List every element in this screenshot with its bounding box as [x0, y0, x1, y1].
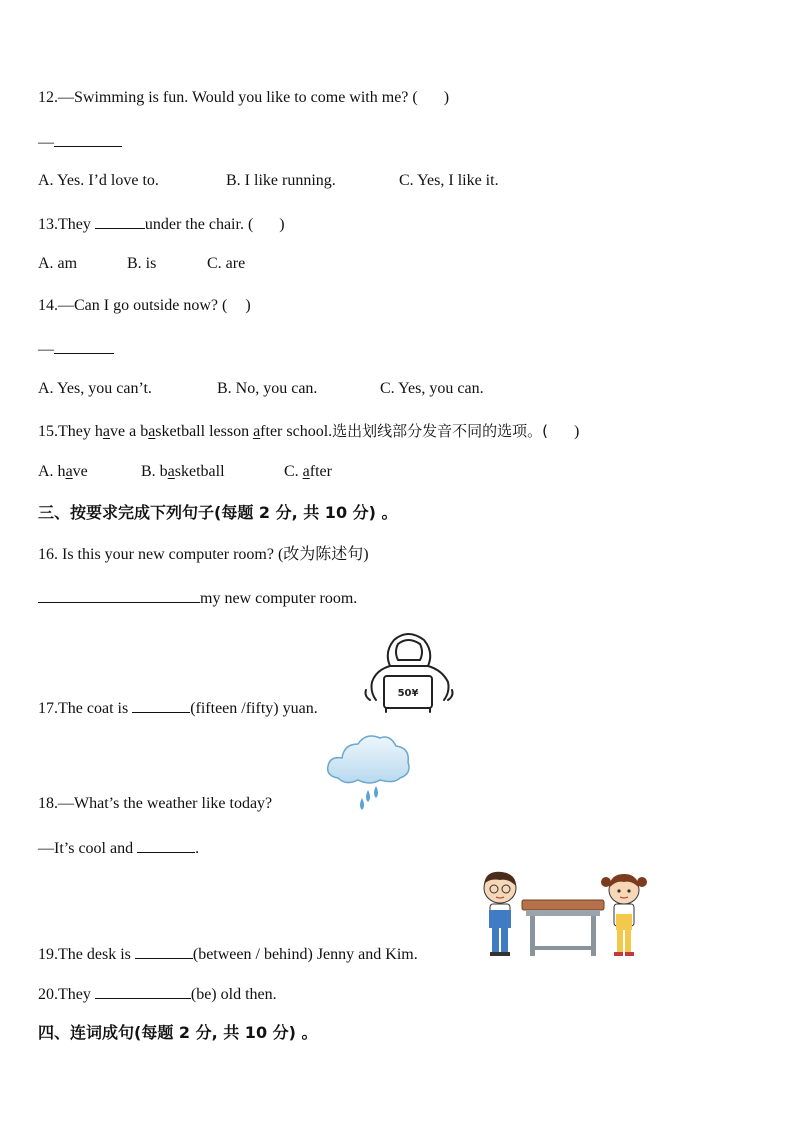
- answer-paren[interactable]: [548, 422, 574, 442]
- answer-paren[interactable]: [253, 215, 279, 235]
- answer-blank[interactable]: [54, 131, 122, 147]
- price-tag-label: 50¥: [397, 688, 419, 699]
- options-13: [38, 254, 245, 274]
- option-c[interactable]: C. after: [284, 463, 332, 480]
- options-14: [38, 379, 484, 399]
- girl-figure: [601, 874, 647, 956]
- question-20: 20.They (be) old then.: [38, 983, 277, 1005]
- boy-figure: [484, 872, 516, 956]
- answer-line-14: —: [38, 338, 114, 360]
- option-a[interactable]: A. Yes. I’d love to.: [38, 172, 159, 189]
- coat-picture: [362, 630, 456, 714]
- question-17: 17.The coat is (fifteen /fifty) yuan.: [38, 697, 318, 719]
- answer-line-18: —It’s cool and .: [38, 837, 199, 859]
- answer-line-16: my new computer room.: [38, 587, 357, 609]
- question-15: 15.They have a basketball lesson after school.选出划线部分发音不同的选项。( ): [38, 422, 580, 440]
- answer-paren[interactable]: [227, 296, 245, 316]
- desk-figure: [522, 900, 604, 956]
- answer-blank[interactable]: [137, 837, 195, 853]
- section-4-title: 四、连词成句(每题 2 分, 共 10 分) 。: [38, 1023, 318, 1042]
- answer-blank[interactable]: [95, 213, 145, 229]
- option-c[interactable]: C. Yes, you can.: [380, 380, 484, 397]
- question-19: 19.The desk is (between / behind) Jenny and Kim.: [38, 943, 418, 965]
- question-12-stem: 12.—Swimming is fun. Would you like to come with me? (: [38, 89, 418, 106]
- answer-paren[interactable]: [418, 88, 444, 108]
- question-18: 18.—What’s the weather like today?: [38, 795, 273, 812]
- question-12: 12.—Swimming is fun. Would you like to come with me? ( ): [38, 89, 450, 106]
- question-14: 14.—Can I go outside now? ( ): [38, 297, 251, 314]
- answer-blank[interactable]: [54, 338, 114, 354]
- option-b[interactable]: B. is: [127, 255, 157, 272]
- option-c[interactable]: C. Yes, I like it.: [399, 172, 499, 189]
- option-a[interactable]: A. Yes, you can’t.: [38, 380, 152, 397]
- section-3-title: 三、按要求完成下列句子(每题 2 分, 共 10 分) 。: [38, 503, 398, 522]
- option-a[interactable]: A. am: [38, 255, 78, 272]
- answer-blank[interactable]: [132, 697, 190, 713]
- option-b[interactable]: B. I like running.: [226, 172, 336, 189]
- answer-blank[interactable]: [135, 943, 193, 959]
- children-and-desk-picture: [478, 870, 648, 960]
- options-12: [38, 171, 499, 191]
- option-a[interactable]: A. have: [38, 463, 88, 480]
- option-b[interactable]: B. No, you can.: [217, 380, 318, 397]
- option-b[interactable]: B. basketball: [141, 463, 225, 480]
- answer-line-12: —: [38, 131, 122, 153]
- question-13: 13.They under the chair. ( ): [38, 213, 285, 235]
- answer-blank[interactable]: [95, 983, 191, 999]
- question-16-stem: 16. Is this your new computer room? (改为陈述句): [38, 546, 369, 563]
- option-c[interactable]: C. are: [207, 255, 246, 272]
- question-16: [38, 545, 369, 565]
- answer-blank[interactable]: [38, 587, 200, 603]
- rain-cloud-icon: [324, 728, 412, 812]
- options-15: [38, 462, 332, 482]
